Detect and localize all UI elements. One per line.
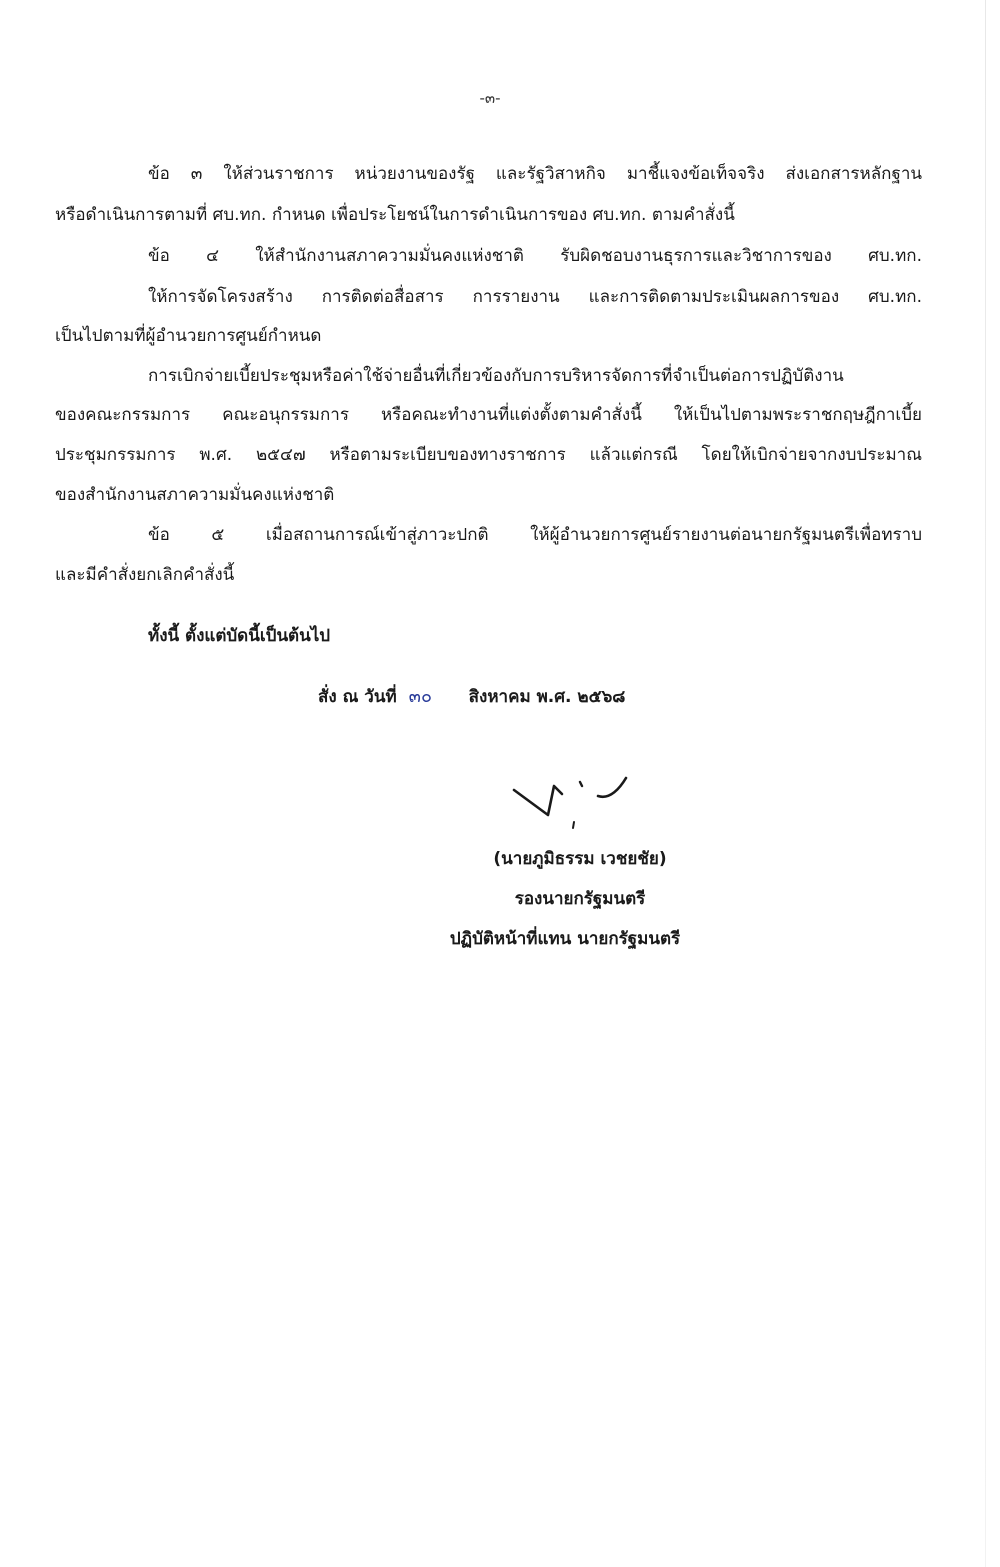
clause-3-line-1: ข้อ ๓ ให้ส่วนราชการ หน่วยงานของรัฐ และรัฐวิสาหกิจ มาชี้แจงข้อเท็จจริง ส่งเอกสารหลักฐาน	[148, 164, 922, 184]
order-date	[318, 686, 625, 708]
clause-3-line-2: หรือดำเนินการตามที่ ศบ.ทก. กำหนด เพื่อประโยชน์ในการดำเนินการของ ศบ.ทก. ตามคำสั่งนี้	[55, 205, 735, 225]
page-edge-shadow	[985, 0, 986, 1567]
date-day-handwritten: ๓๐	[408, 686, 432, 707]
clause-4-paragraph-3-line-2: ของคณะกรรมการ คณะอนุกรรมการ หรือคณะทำงานที่แต่งตั้งตามคำสั่งนี้ ให้เป็นไปตามพระราชกฤษฎีกาเบี้ย	[55, 405, 922, 425]
clause-5-line-1: ข้อ ๕ เมื่อสถานการณ์เข้าสู่ภาวะปกติ ให้ผู้อำนวยการศูนย์รายงานต่อนายกรัฐมนตรีเพื่อทราบ	[148, 525, 922, 545]
clause-4-paragraph-2-line-1: ให้การจัดโครงสร้าง การติดต่อสื่อสาร การรายงาน และการติดตามประเมินผลการของ ศบ.ทก.	[148, 287, 922, 307]
signatory-name: (นายภูมิธรรม เวชยชัย)	[493, 849, 667, 869]
clause-4-paragraph-3-line-4: ของสำนักงานสภาความมั่นคงแห่งชาติ	[55, 485, 335, 505]
clause-4-paragraph-3-line-3: ประชุมกรรมการ พ.ศ. ๒๕๔๗ หรือตามระเบียบของทางราชการ แล้วแต่กรณี โดยให้เบิกจ่ายจากงบประมาณ	[55, 445, 922, 465]
clause-4-paragraph-2-line-2: เป็นไปตามที่ผู้อำนวยการศูนย์กำหนด	[55, 326, 322, 346]
signatory-position: รองนายกรัฐมนตรี	[514, 889, 646, 909]
date-prefix: สั่ง ณ วันที่	[318, 687, 397, 707]
signatory-acting-role: ปฏิบัติหน้าที่แทน นายกรัฐมนตรี	[449, 929, 681, 949]
date-suffix: สิงหาคม พ.ศ. ๒๕๖๘	[468, 687, 626, 707]
clause-5-line-2: และมีคำสั่งยกเลิกคำสั่งนี้	[55, 565, 235, 585]
page-number: -๓-	[479, 89, 501, 107]
signature-mark	[510, 760, 640, 840]
clause-4-line-1: ข้อ ๔ ให้สำนักงานสภาความมั่นคงแห่งชาติ รับผิดชอบงานธุรการและวิชาการของ ศบ.ทก.	[148, 246, 922, 266]
clause-4-paragraph-3-line-1: การเบิกจ่ายเบี้ยประชุมหรือค่าใช้จ่ายอื่นที่เกี่ยวข้องกับการบริหารจัดการที่จำเป็นต่อการปฏิบัติงาน	[148, 366, 844, 386]
effective-statement: ทั้งนี้ ตั้งแต่บัดนี้เป็นต้นไป	[148, 626, 331, 646]
